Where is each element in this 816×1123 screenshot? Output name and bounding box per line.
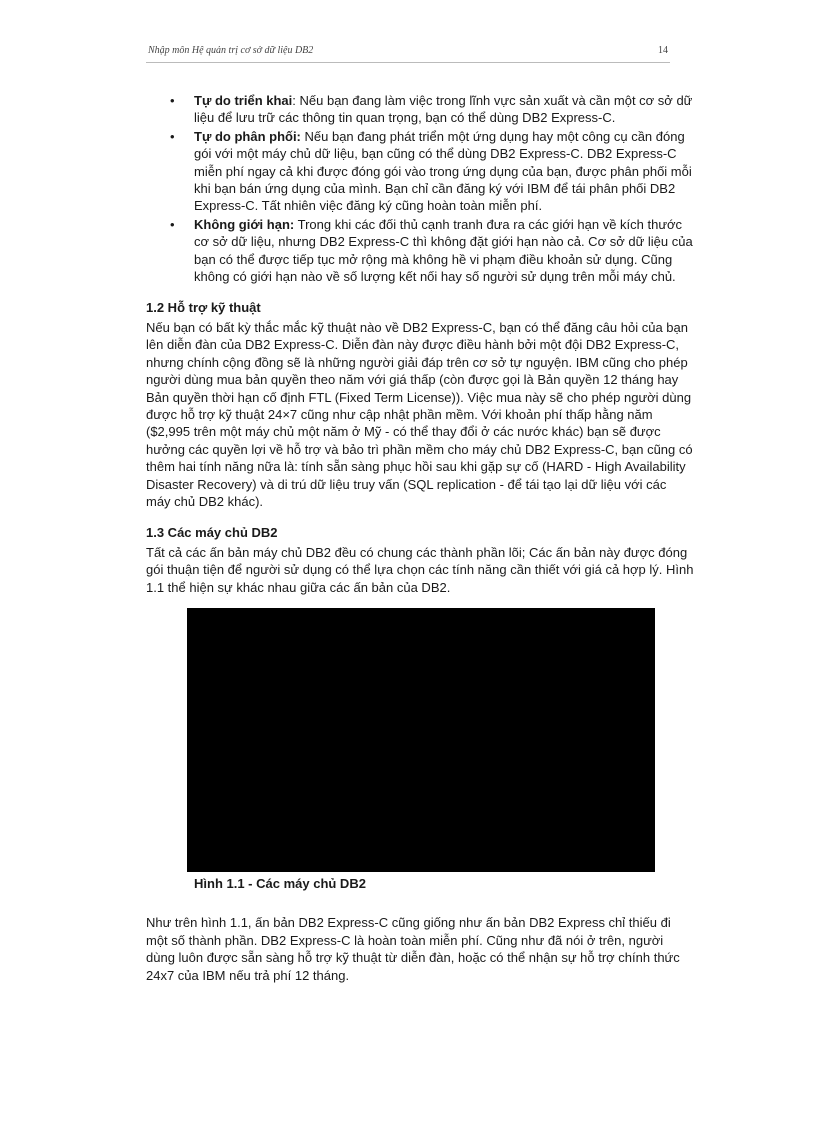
list-item [170,216,694,286]
section-paragraph: Như trên hình 1.1, ấn bản DB2 Express-C cũng giống như ấn bản DB2 Express chỉ thiếu đi một số thành phần. DB2 Express-C là hoàn toàn miễn phí. Cũng như đã nói ở trên, người dùng luôn được sẵn sàng hỗ trợ kỹ thuật từ diễn đàn, hoặc có thể nhận sự hỗ trợ chính thức 24x7 của IBM nếu trả phí 12 tháng. [146,915,680,983]
feature-list [146,92,694,285]
list-item [170,92,694,127]
bullet-icon: • [170,216,175,232]
section-heading: 1.3 Các máy chủ DB2 [146,525,278,541]
header-divider [146,62,670,63]
section-heading: 1.2 Hỗ trợ kỹ thuật [146,300,261,316]
bullet-term: Tự do phân phối: [194,128,301,144]
bullet-text: Nếu bạn đang làm việc trong lĩnh vực sản xuất và cần một cơ sở dữ liệu để lưu trữ các thông tin quan trọng, bạn có thể dùng DB2 Express-C. [194,93,693,126]
bullet-text: Nếu bạn đang phát triển một ứng dụng hay một công cụ cần đóng gói với một máy chủ dữ liệu, bạn cũng có thể dùng DB2 Express-C. DB2 Express-C miễn phí ngay cả khi được đóng gói vào trong ứng dụng của bạn, được phân phối mỗi khi bạn bán ứng dụng của mình. Bạn chỉ cần đăng ký với IBM để tái phân phối DB2 Express-C. Tất nhiên việc đăng ký cũng hoàn toàn miễn phí. [194,128,692,214]
bullet-icon: • [170,93,175,108]
page-content [146,92,694,984]
figure-image [187,608,655,872]
section-paragraph: Nếu bạn có bất kỳ thắc mắc kỹ thuật nào về DB2 Express-C, bạn có thể đăng câu hỏi của bạn lên diễn đàn của DB2 Express-C. Diễn đàn này được điều hành bởi một đội DB2 Express-C, nhưng chính cộng đồng sẽ là những người giải đáp trên cơ sở tự nguyện. IBM cũng cho phép người dùng mua bản quyền theo năm với giá thấp (còn được gọi là Bản quyền 12 tháng hay Bản quyền thời hạn cố định FTL (Fixed Term License)). Việc mua này sẽ cho phép người dùng được hỗ trợ kỹ thuật 24×7 cũng như cập nhật phần mềm. Với khoản phí thấp hằng năm ($2,995 trên một máy chủ một năm ở Mỹ - có thể thay đổi ở các nước khác) bạn sẽ được hưởng các quyền lợi về hỗ trợ và bảo trì phần mềm cho máy chủ DB2 Express-C, bạn cũng có thêm hai tính năng nữa là: tính sẵn sàng phục hồi sau khi gặp sự cố (HARD - High Availability Disaster Recovery) và di trú dữ liệu truy vấn (SQL replication - để tái tạo lại dữ liệu với các máy chủ DB2 khác). [146,319,693,509]
document-title: Nhập môn Hệ quản trị cơ sở dữ liệu DB2 [148,45,314,56]
page-header [148,45,668,56]
bullet-icon: • [170,128,175,144]
figure-caption: Hình 1.1 - Các máy chủ DB2 [194,875,366,891]
bullet-term: Không giới hạn: [194,216,295,232]
section-paragraph: Tất cả các ấn bản máy chủ DB2 đều có chung các thành phần lõi; Các ấn bản này được đóng gói thuận tiện để người sử dụng có thể lựa chọn các tính năng cần thiết với giá cả hợp lý. Hình 1.1 thể hiện sự khác nhau giữa các ấn bản của DB2. [146,544,694,595]
list-item [170,128,694,215]
bullet-text: Trong khi các đối thủ cạnh tranh đưa ra các giới hạn về kích thước cơ sở dữ liệu, nhưng DB2 Express-C thì không đặt giới hạn nào cả. Cơ sở dữ liệu của bạn có thể được tiếp tục mở rộng mà không hề vi phạm điều khoản sử dụng. Cũng không có giới hạn nào về số lượng kết nối hay số người sử dụng trên mỗi máy chủ. [194,216,693,285]
bullet-separator: : [292,93,296,108]
bullet-term: Tự do triển khai [194,93,293,108]
page-number: 14 [658,45,668,56]
